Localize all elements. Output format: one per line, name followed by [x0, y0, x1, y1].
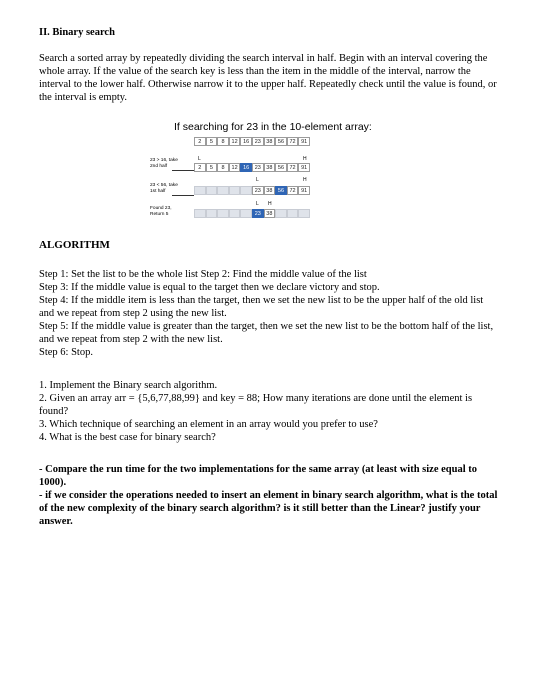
array-row-initial: [194, 137, 310, 146]
array-cell: 72: [287, 209, 299, 218]
question-item: 3. Which technique of searching an element in an array would you prefer to use?: [39, 419, 378, 430]
array-cell: 23: [252, 137, 264, 146]
array-cell: 23: [252, 209, 264, 218]
array-cell: 72: [287, 186, 299, 195]
array-cell: 8: [217, 186, 229, 195]
array-cell: 8: [217, 137, 229, 146]
intro-paragraph: Search a sorted array by repeatedly dividing the search interval in half. Begin with an interval covering the whole array. If the value of the search key is less than the item in the middle of the interval, narrow the interval to the lower half. Otherwise narrow it to the upper half. Repeatedly check until the value is found, or the interval is empty.: [39, 53, 497, 103]
array-cell: 56: [275, 137, 287, 146]
array-cell: 12: [229, 186, 241, 195]
note-item: - Compare the run time for the two implementations for the same array (at least with size equal to 1000).: [39, 464, 478, 488]
array-cell: 12: [229, 163, 241, 172]
array-cell: 91: [298, 186, 310, 195]
array-cell: 5: [206, 209, 218, 218]
array-cell: 12: [229, 209, 241, 218]
step-caption: 23 < 56, take 1st half: [150, 183, 178, 194]
algorithm-step: Step 5: If the middle value is greater than the target, then we set the new list to be the bottom half of the list, and we repeat from step 2 with the new list.: [39, 321, 494, 345]
array-cell: 72: [287, 163, 299, 172]
question-item: 2. Given an array arr = {5,6,77,88,99} and key = 88; How many iterations are done until the element is found?: [39, 393, 473, 417]
array-cell: 91: [298, 163, 310, 172]
algorithm-title: ALGORITHM: [39, 239, 110, 251]
binary-search-figure: [150, 121, 380, 231]
array-cell: 8: [217, 209, 229, 218]
bold-notes: [39, 463, 499, 528]
array-cell: 38: [264, 137, 276, 146]
note-item: - if we consider the operations needed to insert an element in binary search algorithm, what is the total of the new complexity of the binary search algorithm? is it still better than the Linear? justify your answer.: [39, 490, 498, 527]
array-cell: 5: [206, 186, 218, 195]
array-cell: 5: [206, 163, 218, 172]
array-cell: 16: [240, 137, 252, 146]
array-cell: 2: [194, 186, 206, 195]
step-caption: 23 > 16, take 2nd half: [150, 158, 178, 169]
low-marker: L: [256, 177, 259, 183]
algorithm-steps: [39, 268, 499, 359]
question-item: 1. Implement the Binary search algorithm.: [39, 380, 218, 391]
caption-underline: [172, 195, 194, 196]
array-cell: 91: [298, 209, 310, 218]
array-cell: 23: [252, 186, 264, 195]
array-cell: 56: [275, 209, 287, 218]
low-marker: L: [198, 156, 201, 162]
array-cell: 16: [240, 163, 252, 172]
array-cell: 38: [264, 186, 276, 195]
array-cell: 2: [194, 137, 206, 146]
array-cell: 38: [264, 163, 276, 172]
array-cell: 38: [264, 209, 276, 218]
array-row-step2: [194, 186, 310, 195]
array-cell: 5: [206, 137, 218, 146]
question-item: 4. What is the best case for binary search?: [39, 432, 216, 443]
algorithm-step: Step 1: Set the list to be the whole list Step 2: Find the middle value of the list: [39, 269, 367, 280]
low-marker: L: [256, 201, 259, 207]
array-cell: 16: [240, 209, 252, 218]
questions-list: [39, 379, 499, 444]
high-marker: H: [268, 201, 272, 207]
array-cell: 16: [240, 186, 252, 195]
section-title: II. Binary search: [39, 27, 115, 38]
array-cell: 56: [275, 186, 287, 195]
array-row-step3: [194, 209, 310, 218]
algorithm-step: Step 4: If the middle item is less than the target, then we set the new list to be the upper half of the old list and we repeat from step 2 using the new list.: [39, 295, 484, 319]
array-cell: 72: [287, 137, 299, 146]
array-cell: 56: [275, 163, 287, 172]
figure-title: If searching for 23 in the 10-element array:: [174, 121, 372, 133]
high-marker: H: [303, 156, 307, 162]
array-cell: 12: [229, 137, 241, 146]
array-row-step1: [194, 163, 310, 172]
array-cell: 2: [194, 163, 206, 172]
algorithm-step: Step 6: Stop.: [39, 347, 93, 358]
array-cell: 23: [252, 163, 264, 172]
array-cell: 2: [194, 209, 206, 218]
array-cell: 91: [298, 137, 310, 146]
step-caption: Found 23, Return 5: [150, 206, 172, 217]
algorithm-step: Step 3: If the middle value is equal to the target then we declare victory and stop.: [39, 282, 380, 293]
caption-underline: [172, 170, 194, 171]
high-marker: H: [303, 177, 307, 183]
array-cell: 8: [217, 163, 229, 172]
